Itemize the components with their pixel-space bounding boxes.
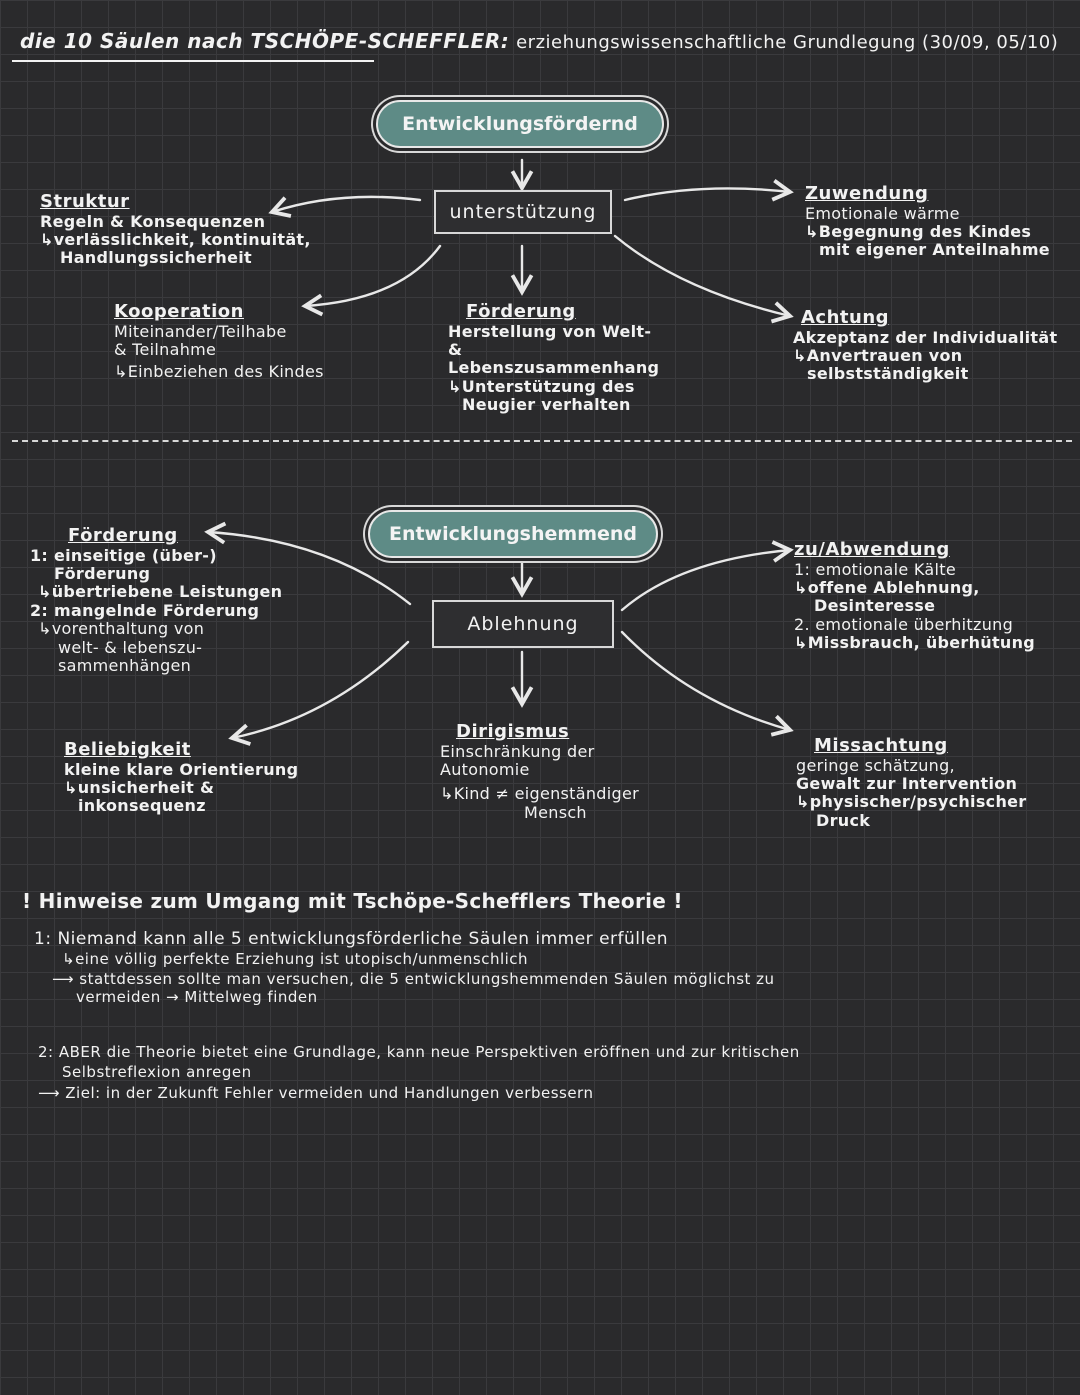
abwendung-line: 2. emotionale überhitzung xyxy=(794,614,1014,634)
center-foerdernd: Entwicklungsfördernd xyxy=(376,100,664,148)
foerderung-line: Neugier verhalten xyxy=(462,395,631,415)
section-divider xyxy=(12,440,1072,442)
pillar-struktur xyxy=(40,192,320,268)
struktur-line: ↳verlässlichkeit, kontinuität, xyxy=(40,230,311,250)
foerderung-hemmend-line: ↳vorenthaltung von xyxy=(38,619,205,639)
abwendung-line: ↳offene Ablehnung, xyxy=(794,578,980,598)
pillar-zuwendung xyxy=(805,184,1065,260)
dirigismus-line: Mensch xyxy=(524,802,587,822)
foerderung-hemmend-line: sammenhängen xyxy=(58,656,192,676)
pillar-dirigismus xyxy=(440,722,700,822)
beliebigkeit-heading: Beliebigkeit xyxy=(64,739,191,760)
missachtung-line: Gewalt zur Intervention xyxy=(796,774,1018,794)
beliebigkeit-line: ↳unsicherheit & xyxy=(64,778,215,798)
beliebigkeit-line: kleine klare Orientierung xyxy=(64,759,299,779)
pillar-achtung xyxy=(793,308,1063,384)
achtung-line: Akzeptanz der Individualität xyxy=(793,327,1058,347)
abwendung-line: Desinteresse xyxy=(814,596,936,616)
notes-title: ! Hinweise zum Umgang mit Tschöpe-Schefflers Theorie ! xyxy=(22,889,683,913)
zuwendung-line: mit eigener Anteilnahme xyxy=(819,240,1050,260)
struktur-line: Regeln & Konsequenzen xyxy=(40,211,266,231)
pillar-kooperation xyxy=(114,302,374,382)
note-2b: Selbstreflexion anregen xyxy=(62,1063,252,1081)
foerderung-hemmend-line: Förderung xyxy=(54,564,151,584)
dirigismus-line: Einschränkung der xyxy=(440,741,595,761)
achtung-heading: Achtung xyxy=(801,307,890,328)
missachtung-line: ↳physischer/psychischer xyxy=(796,792,1027,812)
kooperation-line: ↳Einbeziehen des Kindes xyxy=(114,362,324,382)
foerderung-hemmend-line: 1: einseitige (über-) xyxy=(30,545,217,565)
foerderung-hemmend-line: welt- & lebenszu- xyxy=(58,637,203,657)
center-hemmend: Entwicklungshemmend xyxy=(368,510,658,558)
missachtung-line: Druck xyxy=(816,810,871,830)
pillar-beliebigkeit xyxy=(64,740,344,816)
pillar-foerderung-hemmend xyxy=(30,526,300,675)
arrow-to-missachtung xyxy=(622,632,790,730)
zuwendung-line: ↳Begegnung des Kindes xyxy=(805,222,1032,242)
pillar-foerderung xyxy=(448,302,678,415)
achtung-line: selbstständigkeit xyxy=(807,364,969,384)
foerderung-hemmend-line: 2: mangelnde Förderung xyxy=(30,600,260,620)
abwendung-line: 1: emotionale Kälte xyxy=(794,559,956,579)
note-1c: vermeiden → Mittelweg finden xyxy=(76,988,318,1006)
dirigismus-line: ↳Kind ≠ eigenständiger xyxy=(440,784,639,804)
missachtung-line: geringe schätzung, xyxy=(796,755,955,775)
hub-unterstuetzung: unterstützung xyxy=(434,190,612,234)
abwendung-line: ↳Missbrauch, überhütung xyxy=(794,633,1036,653)
missachtung-heading: Missachtung xyxy=(814,735,948,756)
arrow-to-zuwendung xyxy=(625,188,790,200)
pillar-abwendung xyxy=(794,540,1074,653)
foerderung-heading: Förderung xyxy=(466,301,576,322)
achtung-line: ↳Anvertrauen von xyxy=(793,346,963,366)
zuwendung-line: Emotionale wärme xyxy=(805,203,960,223)
kooperation-line: & Teilnahme xyxy=(114,340,217,360)
arrow-to-abwendung xyxy=(622,550,790,610)
foerderung-line: & Lebenszusammenhang xyxy=(448,340,660,378)
foerderung-hemmend-line: ↳übertriebene Leistungen xyxy=(38,582,283,602)
title-sub: erziehungswissenschaftliche Grundlegung (30/09, 05/10) xyxy=(516,32,1059,53)
struktur-line: Handlungssicherheit xyxy=(60,248,252,268)
title-main: die 10 Säulen nach TSCHÖPE-SCHEFFLER: xyxy=(20,29,510,53)
note-1b: ⟶ stattdessen sollte man versuchen, die 5 entwicklungshemmenden Säulen möglichst zu xyxy=(52,970,775,988)
dirigismus-heading: Dirigismus xyxy=(456,721,570,742)
note-1a: ↳eine völlig perfekte Erziehung ist utopisch/unmenschlich xyxy=(62,950,529,968)
foerderung-line: ↳Unterstützung des xyxy=(448,376,635,396)
struktur-heading: Struktur xyxy=(40,191,130,212)
arrow-to-kooperation xyxy=(305,246,440,306)
abwendung-heading: zu/Abwendung xyxy=(794,539,950,560)
kooperation-line: Miteinander/Teilhabe xyxy=(114,321,287,341)
note-1: 1: Niemand kann alle 5 entwicklungsförderliche Säulen immer erfüllen xyxy=(34,929,668,949)
note-2c: ⟶ Ziel: in der Zukunft Fehler vermeiden und Handlungen verbessern xyxy=(38,1084,594,1102)
note-2a: 2: ABER die Theorie bietet eine Grundlage, kann neue Perspektiven eröffnen und zur kritischen xyxy=(38,1043,800,1061)
dirigismus-line: Autonomie xyxy=(440,760,530,780)
foerderung-line: Herstellung von Welt- xyxy=(448,321,652,341)
hub-ablehnung: Ablehnung xyxy=(432,600,614,648)
foerderung-hemmend-heading: Förderung xyxy=(68,525,178,546)
kooperation-heading: Kooperation xyxy=(114,301,244,322)
zuwendung-heading: Zuwendung xyxy=(805,183,929,204)
beliebigkeit-line: inkonsequenz xyxy=(78,796,206,816)
pillar-missachtung xyxy=(796,736,1066,830)
